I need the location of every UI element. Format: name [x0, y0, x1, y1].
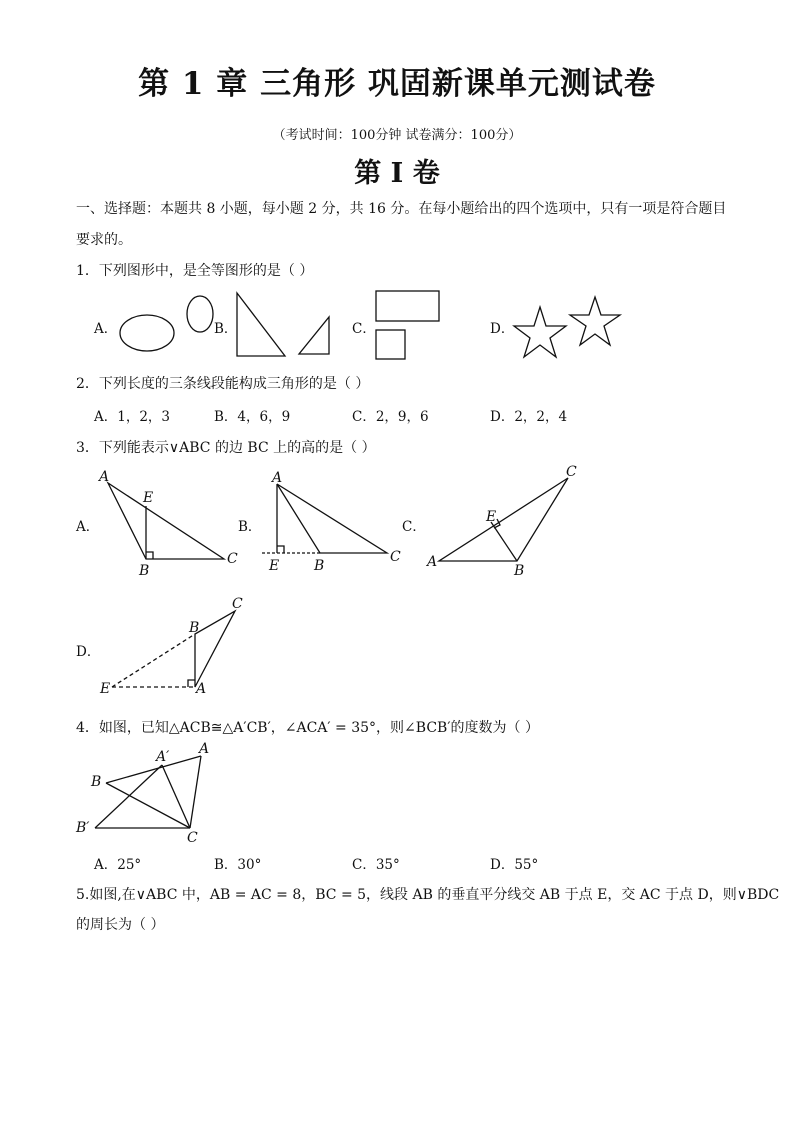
q3-c-label-a: A: [427, 554, 438, 570]
q3-option-a-label: A．: [76, 519, 100, 535]
q2-option-c: C．2，9，6: [352, 409, 429, 425]
q4-option-d: D．55°: [490, 857, 539, 873]
q3-option-c-label: C．: [402, 519, 426, 535]
q4-segment-aprime-c: [162, 765, 190, 828]
q3-b-label-e: E: [269, 558, 280, 574]
q4-segment-bprime-aprime: [95, 765, 162, 828]
q3-a-label-c: C: [227, 551, 238, 567]
question-5-stem-line2: 的周长为（ ）: [76, 917, 165, 933]
q4-option-b: B．30°: [214, 857, 262, 873]
q3-c-label-b: B: [514, 563, 525, 579]
q3-a-label-a: A: [99, 469, 110, 485]
q3-option-b-label: B．: [238, 519, 262, 535]
q4-label-c: C: [187, 830, 198, 846]
q3-a-label-b: B: [139, 563, 150, 579]
q2-option-d: D．2，2，4: [490, 409, 568, 425]
q4-option-a: A．25°: [94, 857, 142, 873]
q4-option-c: C．35°: [352, 857, 400, 873]
q3-d-label-a: A: [196, 681, 207, 697]
q3-b-label-a: A: [272, 470, 283, 486]
q4-segment-b-a: [106, 756, 201, 783]
question-5-stem-line1: 5.如图,在∨ABC 中，AB = AC = 8，BC = 5，线段 AB 的垂直平分线交 AB 于点 E，交 AC 于点 D，则∨BDC: [76, 887, 780, 903]
q3-option-d-label: D．: [76, 644, 101, 660]
section-instructions-line1: 一、选择题：本题共 8 小题，每小题 2 分，共 16 分。在每小题给出的四个选项中，只有一项是符合题目: [76, 201, 727, 217]
q4-label-b: B: [91, 774, 102, 790]
section-instructions-line2: 要求的。: [76, 232, 132, 248]
page-title: 第 1 章 三角形 巩固新课单元测试卷: [138, 66, 656, 102]
q4-segment-a-c: [190, 756, 201, 828]
q3-d-label-b: B: [189, 620, 200, 636]
q1-option-d-label: D．: [490, 321, 515, 337]
q1-option-a-label: A．: [94, 321, 118, 337]
q4-label-bprime: B′: [76, 820, 90, 836]
question-3-stem: 3．下列能表示∨ABC 的边 BC 上的高的是（ ）: [76, 440, 376, 456]
question-1-stem: 1．下列图形中，是全等图形的是（ ）: [76, 263, 314, 279]
q3-a-label-e: E: [143, 490, 154, 506]
q3-c-label-c: C: [566, 464, 577, 480]
question-4-stem: 4．如图，已知△ACB≅△A′CB′，∠ACA′ = 35°，则∠BCB′的度数为（ ）: [76, 720, 539, 736]
q3-c-label-e: E: [486, 509, 497, 525]
q4-label-aprime: A′: [156, 749, 170, 765]
part-title: 第 I 卷: [354, 158, 440, 189]
exam-info: （考试时间：100分钟 试卷满分：100分）: [272, 128, 522, 143]
q4-label-a: A: [199, 741, 210, 757]
q1-option-c-label: C．: [352, 321, 376, 337]
q3-b-label-c: C: [390, 549, 401, 565]
q2-option-a: A．1，2，3: [94, 409, 171, 425]
q1-option-b-label: B．: [214, 321, 238, 337]
question-2-stem: 2．下列长度的三条线段能构成三角形的是（ ）: [76, 376, 370, 392]
q3-d-label-c: C: [232, 596, 243, 612]
q3-d-label-e: E: [100, 681, 111, 697]
q2-option-b: B．4，6，9: [214, 409, 291, 425]
q3-b-label-b: B: [314, 558, 325, 574]
